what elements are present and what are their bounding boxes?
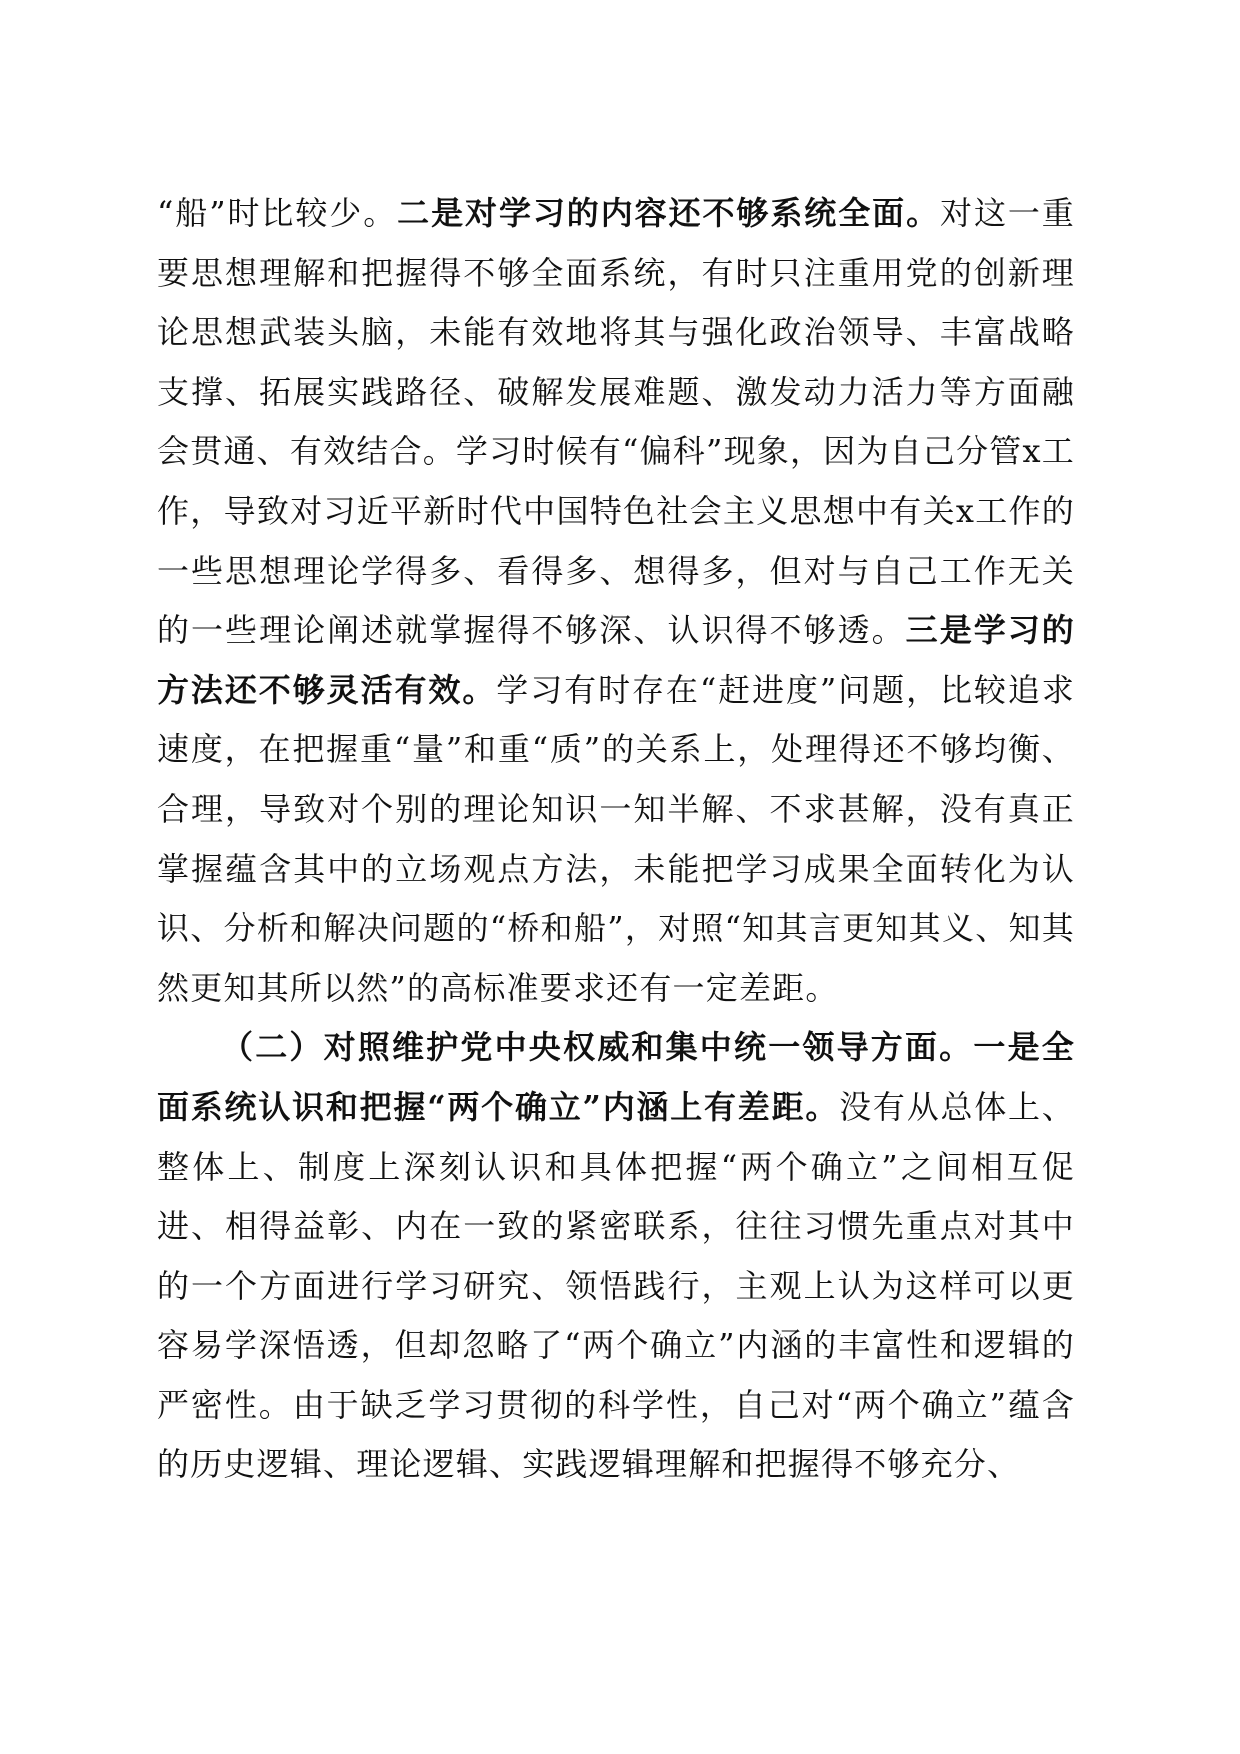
bold-section-heading: （二）对照维护党中央权威和集中统一领导方面。一是全面系统认识和把握“两个确立”内涵上有差距。: [157, 1028, 1075, 1126]
bold-heading-second-issue: 二是对学习的内容还不够系统全面。: [397, 194, 941, 232]
paragraph-study-issues: [157, 184, 1075, 1018]
bold-heading-third-issue: 三是学习的方法还不够灵活有效。: [157, 611, 1075, 709]
text-segment: 对这一重要思想理解和把握得不够全面系统，有时只注重用党的创新理论思想武装头脑，未能有效地将其与强化政治领导、丰富战略支撑、拓展实践路径、破解发展难题、激发动力活力等方面融会贯通、有效结合。学习时候有“偏科”现象，因为自己分管x工作，导致对习近平新时代中国特色社会主义思想中有关x工作的一些思想理论学得多、看得多、想得多，但对与自己工作无关的一些理论阐述就掌握得不够深、认识得不够透。: [157, 194, 1076, 650]
document-body: [157, 184, 1075, 1495]
text-segment: 没有从总体上、整体上、制度上深刻认识和具体把握“两个确立”之间相互促进、相得益彰、内在一致的紧密联系，往往习惯先重点对其中的一个方面进行学习研究、领悟践行，主观上认为这样可以更容易学深悟透，但却忽略了“两个确立”内涵的丰富性和逻辑的严密性。由于缺乏学习贯彻的科学性，自己对“两个确立”蕴含的历史逻辑、理论逻辑、实践逻辑理解和把握得不够充分、: [157, 1087, 1076, 1484]
text-segment: 学习有时存在“赶进度”问题，比较追求速度，在把握重“量”和重“质”的关系上，处理得还不够均衡、合理，导致对个别的理论知识一知半解、不求甚解，没有真正掌握蕴含其中的立场观点方法，未能把学习成果全面转化为认识、分析和解决问题的“桥和船”，对照“知其言更知其义、知其然更知其所以然”的高标准要求还有一定差距。: [157, 670, 1075, 1007]
text-segment: “船”时比较少。: [157, 194, 398, 232]
paragraph-section-two: [157, 1018, 1075, 1495]
